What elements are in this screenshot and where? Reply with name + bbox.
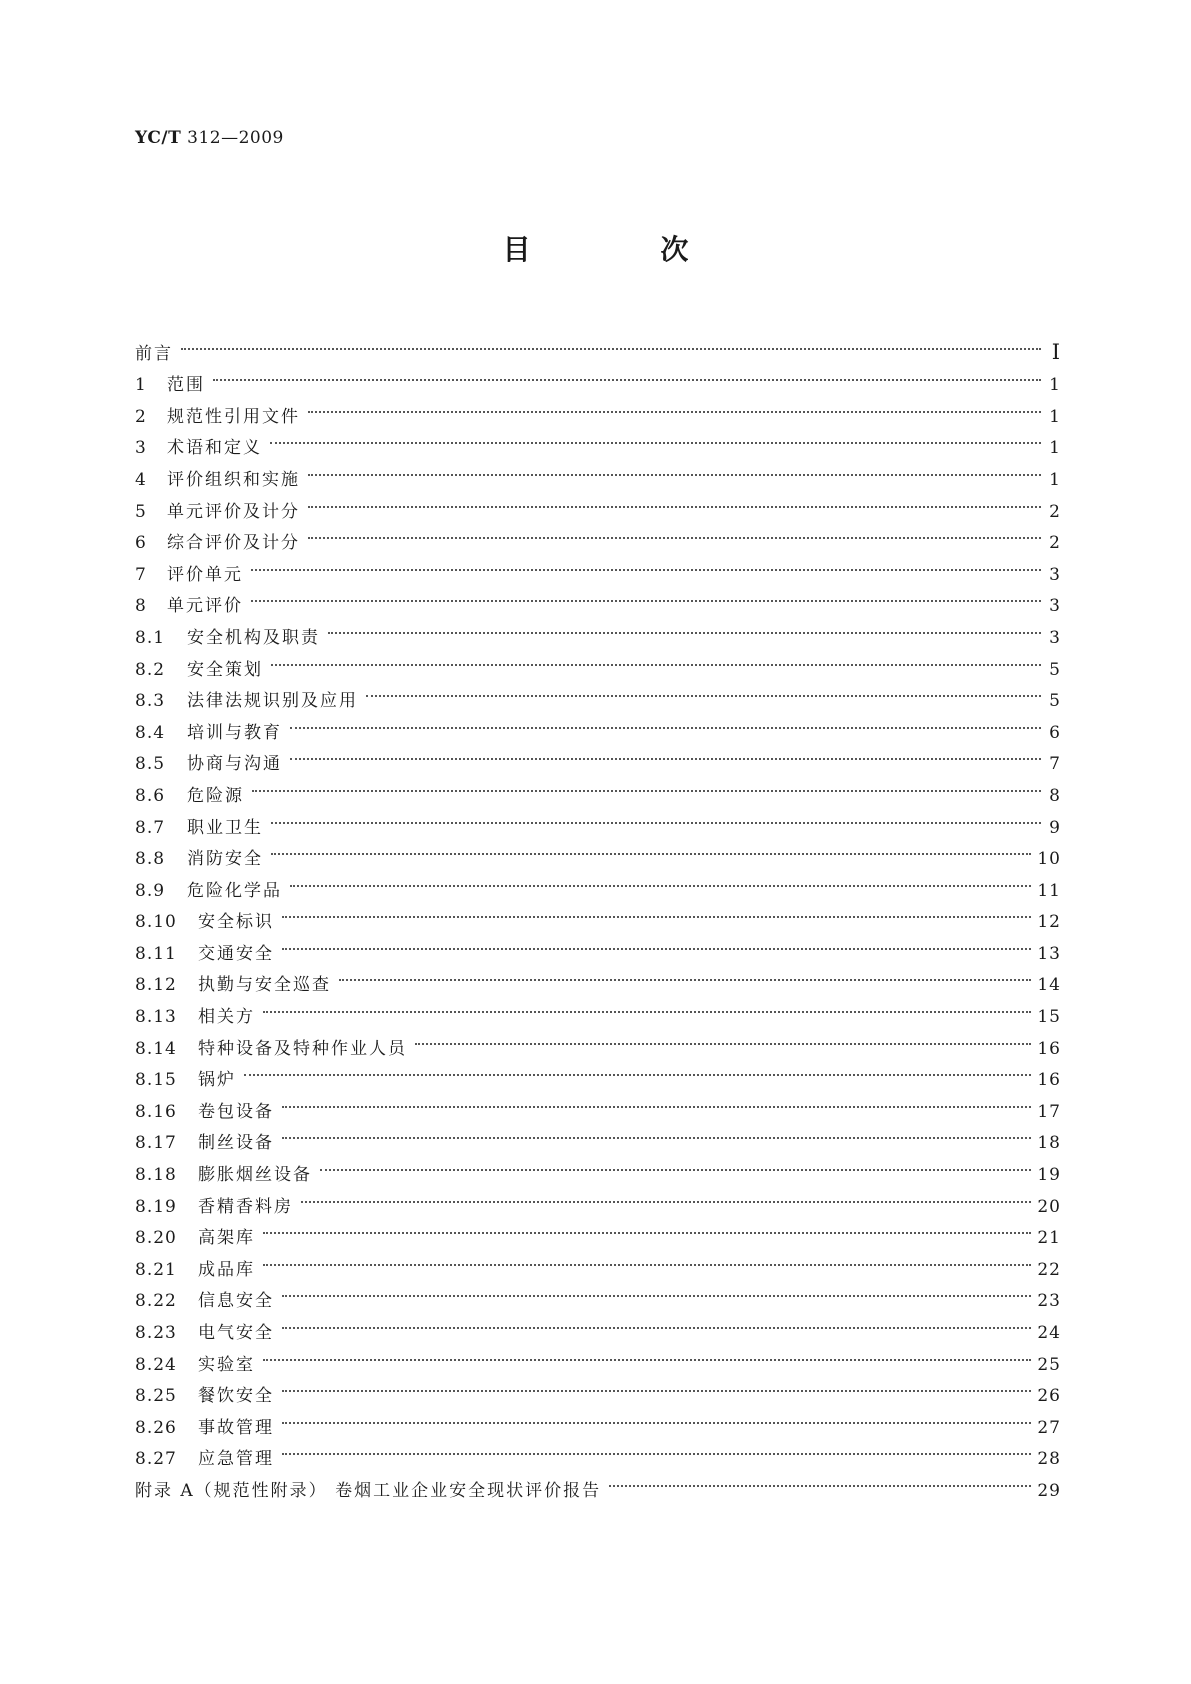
toc-entry-number: 8.14 <box>135 1038 177 1059</box>
toc-entry-page-number: 27 <box>1037 1417 1061 1438</box>
toc-entry[interactable] <box>135 769 1061 806</box>
toc-entry-number: 8.5 <box>135 754 166 775</box>
toc-entry-number: 8.21 <box>135 1259 177 1280</box>
toc-entry-page-number: 16 <box>1037 1070 1061 1091</box>
dot-leader <box>282 1085 1031 1117</box>
dot-leader <box>244 1054 1031 1086</box>
dot-leader <box>290 864 1031 896</box>
dot-leader <box>308 453 1041 485</box>
toc-entry-title: 综合评价及计分 <box>167 533 300 554</box>
toc-entry[interactable] <box>135 675 1061 712</box>
dot-leader <box>366 675 1041 707</box>
toc-entry[interactable] <box>135 1338 1061 1375</box>
dot-leader <box>282 1306 1031 1338</box>
toc-entry-page-number: 26 <box>1037 1386 1061 1407</box>
toc-entry[interactable] <box>135 548 1061 585</box>
toc-entry[interactable] <box>135 1275 1061 1312</box>
standard-code-number: 312—2009 <box>187 128 284 148</box>
dot-leader <box>213 359 1041 391</box>
toc-entry-number: 8.19 <box>135 1196 177 1217</box>
dot-leader <box>290 706 1041 738</box>
toc-entry-page-number: 13 <box>1037 943 1061 964</box>
toc-entry-page-number: 3 <box>1049 627 1061 648</box>
toc-entry-title: 单元评价及计分 <box>167 501 300 522</box>
toc-entry-page-number: 1 <box>1049 406 1061 427</box>
toc-entry-title: 电气安全 <box>198 1323 274 1343</box>
dot-leader <box>308 517 1041 549</box>
toc-entry-page-number: 25 <box>1037 1354 1061 1375</box>
toc-entry-number: 2 <box>135 406 147 427</box>
toc-entry[interactable] <box>135 833 1061 870</box>
toc-entry-number: 8.25 <box>135 1386 177 1407</box>
toc-entry-number: 8.23 <box>135 1323 177 1343</box>
dot-leader <box>251 548 1041 580</box>
toc-entry-page-number: 10 <box>1037 849 1061 870</box>
dot-leader <box>181 327 1041 359</box>
toc-entry-page-number: 11 <box>1037 880 1061 901</box>
toc-entry-title: 评价单元 <box>167 564 243 585</box>
dot-leader <box>282 1275 1031 1307</box>
toc-entry-number: 8.27 <box>135 1449 177 1470</box>
toc-entry-title: 膨胀烟丝设备 <box>198 1165 312 1186</box>
toc-entry-page-number: 23 <box>1037 1291 1061 1312</box>
toc-entry-number: 8.9 <box>135 880 166 901</box>
dot-leader <box>263 1212 1031 1244</box>
dot-leader <box>308 390 1041 422</box>
toc-entry-number: 8.6 <box>135 785 166 806</box>
toc-entry-number: 8.1 <box>135 627 166 648</box>
toc-entry[interactable] <box>135 990 1061 1028</box>
toc-entry-number: 5 <box>135 501 147 522</box>
toc-entry-page-number: 21 <box>1037 1228 1061 1249</box>
toc-entry-title: 锅炉 <box>198 1070 236 1091</box>
toc-entry-number: 8.15 <box>135 1070 177 1091</box>
toc-entry-number: 1 <box>135 375 147 396</box>
toc-entry-number: 8 <box>135 596 147 617</box>
toc-entry-number: 8.11 <box>135 943 177 964</box>
dot-leader <box>282 896 1031 928</box>
toc-entry-page-number: 20 <box>1037 1196 1061 1217</box>
toc-entry-number: 7 <box>135 564 147 585</box>
toc-entry-page-number: 1 <box>1049 469 1061 490</box>
toc-entry[interactable] <box>135 359 1061 396</box>
toc-entry-number: 4 <box>135 469 147 490</box>
dot-leader <box>282 927 1031 959</box>
toc-entry-page-number: 29 <box>1037 1480 1061 1501</box>
toc-entry-title: 信息安全 <box>198 1291 274 1312</box>
toc-entry-page-number: 1 <box>1049 375 1061 396</box>
toc-entry-page-number: 3 <box>1049 596 1061 617</box>
toc-entry-title: 特种设备及特种作业人员 <box>198 1038 407 1059</box>
toc-entry-title: 评价组织和实施 <box>167 469 300 490</box>
dot-leader <box>308 485 1041 517</box>
toc-entry[interactable] <box>135 1370 1061 1407</box>
toc-entry[interactable] <box>135 1212 1061 1249</box>
standard-code <box>135 128 284 148</box>
toc-entry-page-number: 9 <box>1049 817 1061 838</box>
toc-entry-page-number: 12 <box>1037 912 1061 933</box>
toc-entry-number: 8.12 <box>135 975 177 996</box>
toc-entry-page-number: 28 <box>1037 1449 1061 1470</box>
toc-entry-title: 术语和定义 <box>167 438 262 459</box>
toc-entry-page-number: 5 <box>1049 691 1061 712</box>
toc-entry-title: 危险源 <box>187 785 244 806</box>
dot-leader <box>271 833 1031 865</box>
toc-entry[interactable] <box>135 327 1061 364</box>
toc-entry-title: 规范性引用文件 <box>167 406 300 427</box>
toc-entry[interactable] <box>135 1243 1061 1280</box>
toc-entry-title: 执勤与安全巡查 <box>198 975 331 996</box>
toc-entry-title: 交通安全 <box>198 943 274 964</box>
dot-leader <box>282 1370 1031 1402</box>
dot-leader <box>251 580 1041 612</box>
toc-entry[interactable] <box>135 611 1061 648</box>
toc-entry-page-number: 8 <box>1049 785 1061 806</box>
toc-entry-title: 事故管理 <box>198 1417 274 1438</box>
toc-entry-page-number: 7 <box>1049 754 1061 775</box>
dot-leader <box>339 959 1031 991</box>
toc-entry-title: 高架库 <box>198 1228 255 1249</box>
toc-entry-page-number: 3 <box>1049 564 1061 585</box>
toc-entry[interactable] <box>135 453 1061 490</box>
toc-entry[interactable] <box>135 1022 1061 1059</box>
toc-entry-number: 8.13 <box>135 1007 177 1028</box>
toc-entry-title: 实验室 <box>198 1354 255 1375</box>
toc-entry[interactable] <box>135 422 1061 459</box>
dot-leader <box>263 1243 1031 1275</box>
toc-entry-page-number: 14 <box>1037 975 1061 996</box>
table-of-contents <box>135 327 1061 1501</box>
toc-entry-page-number: 2 <box>1049 501 1061 522</box>
toc-entry-title: 培训与教育 <box>187 722 282 743</box>
toc-entry-title: 安全标识 <box>198 912 274 933</box>
toc-entry-page-number: 18 <box>1037 1133 1061 1154</box>
toc-entry-title: 安全策划 <box>187 659 263 680</box>
toc-entry-title: 范围 <box>167 375 205 396</box>
dot-leader <box>290 738 1041 770</box>
dot-leader <box>415 1022 1031 1054</box>
toc-entry-number: 8.22 <box>135 1291 177 1312</box>
toc-entry[interactable] <box>135 390 1061 427</box>
toc-entry-title: 附录 A（规范性附录） 卷烟工业企业安全现状评价报告 <box>135 1480 602 1501</box>
toc-entry-title: 消防安全 <box>187 849 263 870</box>
toc-entry-title: 单元评价 <box>167 596 243 617</box>
toc-entry-title: 成品库 <box>198 1259 255 1280</box>
toc-entry-page-number: 19 <box>1037 1165 1061 1186</box>
toc-entry-page-number: 22 <box>1037 1259 1061 1280</box>
page-title: 目 次 <box>502 233 749 266</box>
toc-entry[interactable] <box>135 643 1061 680</box>
toc-entry-title: 安全机构及职责 <box>187 627 320 648</box>
dot-leader <box>270 422 1041 454</box>
toc-entry-title: 应急管理 <box>198 1449 274 1470</box>
toc-entry-number: 8.18 <box>135 1165 177 1186</box>
toc-entry-number: 3 <box>135 438 147 459</box>
toc-entry-title: 制丝设备 <box>198 1133 274 1154</box>
toc-entry-title: 协商与沟通 <box>187 754 282 775</box>
toc-entry[interactable] <box>135 864 1061 901</box>
dot-leader <box>282 1401 1031 1433</box>
toc-entry-title: 卷包设备 <box>198 1101 274 1122</box>
toc-entry-number: 8.20 <box>135 1228 177 1249</box>
dot-leader <box>282 1117 1031 1149</box>
toc-entry[interactable] <box>135 801 1061 838</box>
toc-entry[interactable] <box>135 580 1061 617</box>
toc-entry[interactable] <box>135 1085 1061 1122</box>
toc-entry-page-number: 16 <box>1037 1038 1061 1059</box>
toc-entry-number: 8.7 <box>135 817 166 838</box>
toc-entry-number: 8.10 <box>135 912 177 933</box>
toc-entry-title: 香精香料房 <box>198 1196 293 1217</box>
dot-leader <box>301 1180 1031 1212</box>
standard-code-prefix: YC/T <box>135 128 182 148</box>
toc-entry-title: 前言 <box>135 343 173 364</box>
toc-entry-page-number: 6 <box>1049 722 1061 743</box>
toc-entry-number: 8.2 <box>135 659 166 680</box>
toc-entry-number: 8.26 <box>135 1417 177 1438</box>
toc-entry-number: 8.8 <box>135 849 166 870</box>
dot-leader <box>271 801 1041 833</box>
toc-entry-title: 餐饮安全 <box>198 1386 274 1407</box>
toc-entry-page-number: 2 <box>1049 533 1061 554</box>
dot-leader <box>282 1433 1031 1465</box>
dot-leader <box>263 1338 1031 1370</box>
toc-entry-page-number: 5 <box>1049 659 1061 680</box>
toc-entry-title: 职业卫生 <box>187 817 263 838</box>
toc-entry-page-number: Ⅰ <box>1051 339 1061 364</box>
toc-entry-page-number: 24 <box>1037 1323 1061 1343</box>
toc-entry-title: 相关方 <box>198 1007 255 1028</box>
toc-entry-number: 6 <box>135 533 147 554</box>
toc-entry-number: 8.4 <box>135 722 166 743</box>
dot-leader <box>271 643 1041 675</box>
toc-entry-number: 8.17 <box>135 1133 177 1154</box>
toc-entry[interactable] <box>135 1054 1061 1091</box>
toc-entry-page-number: 1 <box>1049 438 1061 459</box>
toc-entry-title: 危险化学品 <box>187 880 282 901</box>
dot-leader <box>320 1148 1031 1180</box>
toc-entry-number: 8.16 <box>135 1101 177 1122</box>
toc-entry-page-number: 15 <box>1037 1007 1061 1028</box>
toc-entry-number: 8.24 <box>135 1354 177 1375</box>
toc-entry-number: 8.3 <box>135 691 166 712</box>
toc-entry-page-number: 17 <box>1037 1101 1061 1122</box>
dot-leader <box>328 611 1041 643</box>
dot-leader <box>263 990 1031 1022</box>
toc-entry-title: 法律法规识别及应用 <box>187 691 358 712</box>
dot-leader <box>609 1464 1031 1496</box>
dot-leader <box>252 769 1041 801</box>
